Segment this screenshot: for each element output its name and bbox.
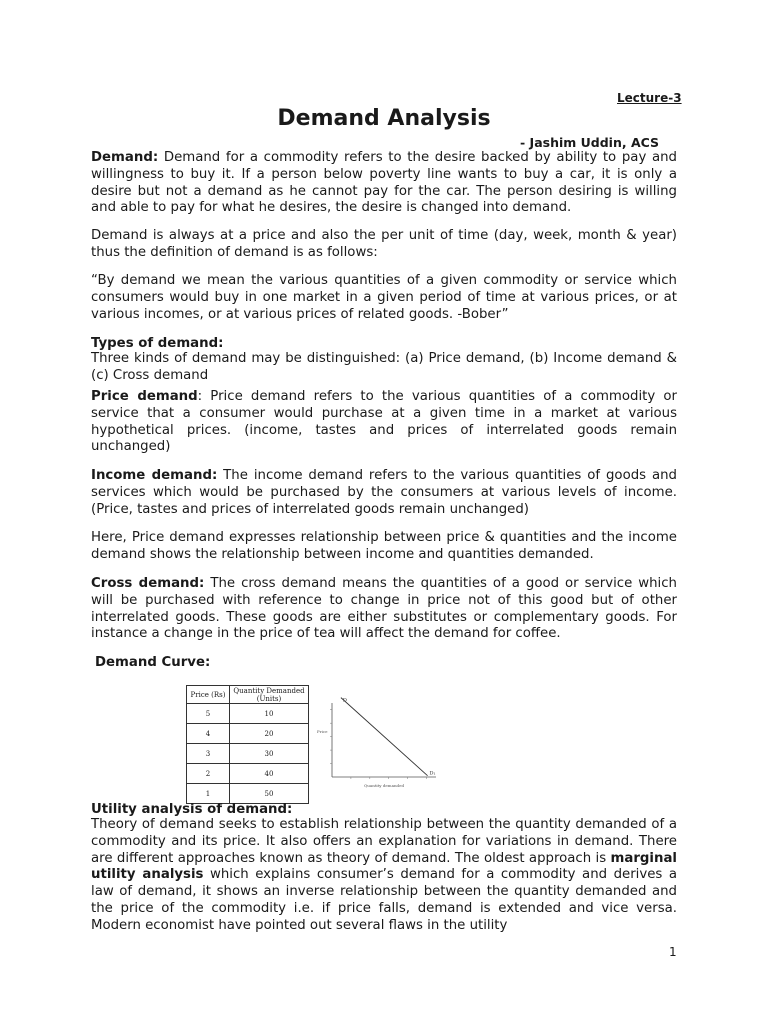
table-cell-qty: 50 [230,784,309,804]
price-demand-label: Price demand [91,389,198,404]
price-demand-text: : Price demand refers to the various quantities of a commodity or service that a consumer would purchase at a given time in a market at various hypothetical prices. (income, tastes and prices of interrelated goods remain unchanged) [91,389,677,455]
utility-bold: marginal utility analysis [91,850,677,883]
table-row [187,744,309,764]
table-row [187,724,309,744]
utility-heading: Utility analysis of demand: [91,802,293,817]
table-cell-price: 1 [187,784,230,804]
here-text: Here, Price demand expresses relationship between price & quantities and the income demand shows the relationship between income and quantities demanded. [91,530,677,562]
table-row [187,764,309,784]
y-axis-label: Price [317,729,328,734]
page-number: 1 [669,945,677,959]
cross-demand-label: Cross demand: [91,576,205,591]
lecture-label: Lecture-3 [617,91,682,105]
demand-price-paragraph [91,228,677,262]
demand-line [341,698,428,776]
table-header-qty: Quantity Demanded (Units) [230,686,309,704]
income-demand-paragraph [91,468,677,518]
demand-price-text: Demand is always at a price and also the per unit of time (day, week, month & year) thus the definition of demand is as follows: [91,228,677,260]
cross-demand-text: The cross demand means the quantities of a good or service which will be purchased with reference to change in price not of this good but of other interrelated goods. These goods are either substitutes or complementary goods. For instance a change in the price of tea will affect the demand for coffee. [91,576,677,642]
curve-heading [95,655,681,670]
income-demand-text: The income demand refers to the various quantities of goods and services which would be purchased by the consumers at various levels of income. (Price, tastes and prices of interrelated goods remain unchanged) [91,468,677,517]
income-demand-label: Income demand: [91,468,218,483]
table-cell-price: 2 [187,764,230,784]
types-heading: Types of demand: [91,336,224,351]
curve-heading-text: Demand Curve: [95,655,211,670]
types-text: Three kinds of demand may be distinguished: (a) Price demand, (b) Income demand & (c) Cross demand [91,351,677,383]
types-section [91,336,677,385]
page-title: Demand Analysis [277,106,491,131]
utility-text-a: Theory of demand seeks to establish relationship between the quantity demanded of a commodity and its price. It also offers an explanation for variations in demand. There are different approaches known as theory of demand. The oldest approach is [91,817,677,866]
author: - Jashim Uddin, ACS [520,135,660,150]
here-paragraph [91,530,677,564]
table-cell-price: 5 [187,704,230,724]
price-demand-paragraph [91,389,677,456]
quote-paragraph [91,273,677,323]
table-cell-price: 4 [187,724,230,744]
table-cell-price: 3 [187,744,230,764]
demand-table-wrapper [186,685,309,804]
table-cell-qty: 20 [230,724,309,744]
utility-text-b: which explains consumer’s demand for a commodity and derives a law of demand, it shows an inverse relationship between the quantity demanded and the price of the commodity i.e. if price falls, demand is extended and vice versa. Modern economist have pointed out several flaws in the utility [91,867,677,933]
cross-demand-paragraph [91,576,677,643]
table-row [187,704,309,724]
quote-text: “By demand we mean the various quantities of a given commodity or service which consumers would buy in one market in a given period of time at various prices, or at various incomes, or at various prices of related goods. -Bober” [91,273,677,322]
curve-end-label: D₁ [429,770,436,777]
demand-curve-chart [312,695,444,790]
table-cell-qty: 30 [230,744,309,764]
table-row [187,784,309,804]
utility-section [91,802,677,935]
table-cell-qty: 40 [230,764,309,784]
curve-start-label: D [342,697,347,704]
table-header-price: Price (Rs) [187,686,230,704]
demand-text: Demand for a commodity refers to the desire backed by ability to pay and willingness to buy it. If a person below poverty line wants to buy a car, it is only a desire but not a demand as he cannot pay for the car. The person desiring is willing and able to pay for what he desires, the desire is changed into demand. [91,150,677,216]
demand-label: Demand: [91,150,159,165]
table-cell-qty: 10 [230,704,309,724]
x-axis-label: Quantity demanded [364,783,405,788]
demand-table [186,685,309,804]
demand-paragraph [91,150,677,217]
